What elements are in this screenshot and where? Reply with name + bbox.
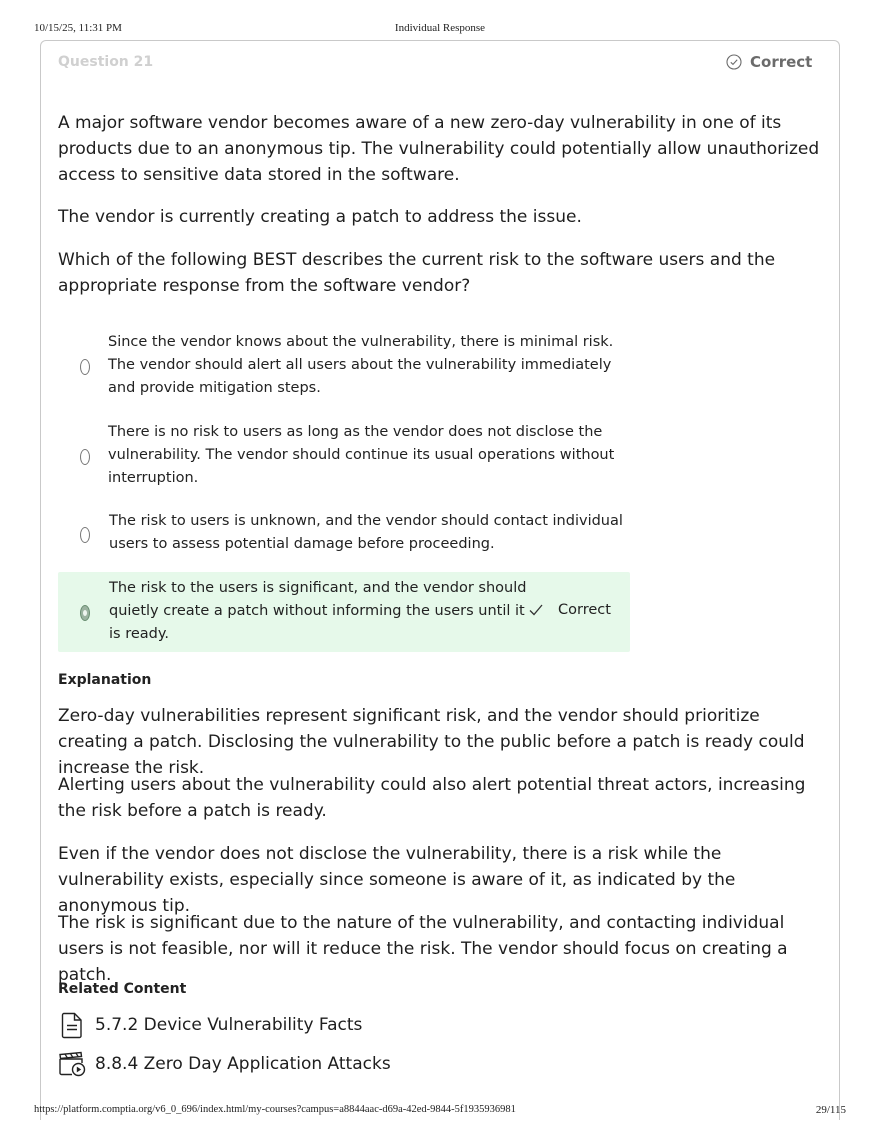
answer-option-text: Since the vendor knows about the vulnerability, there is minimal risk. The vendor should alert all users about the vulnerability immediately and provide mitigation steps. [108,334,614,396]
related-link-label[interactable]: 8.8.4 Zero Day Application Attacks [95,1054,391,1074]
related-content-heading: Related Content [58,981,187,997]
answer-option-selected[interactable] [58,572,630,652]
answer-feedback [528,602,611,618]
status-badge [726,53,812,71]
print-page-number: 29/115 [815,1104,846,1116]
checkmark-icon [528,603,544,617]
question-stem-paragraph: A major software vendor becomes aware of a new zero-day vulnerability in one of its products due to an anonymous tip. The vulnerability could potentially allow unauthorized access to sensitive data stored in the software. [58,113,820,185]
status-label: Correct [750,53,813,71]
answer-option[interactable] [58,509,630,559]
check-circle-icon [726,54,742,70]
explanation-paragraph: Zero-day vulnerabilities represent significant risk, and the vendor should prioritize creating a patch. Disclosing the vulnerability to the public before a patch is ready could increase the risk. [58,706,805,778]
explanation-paragraph: Even if the vendor does not disclose the vulnerability, there is a risk while the vulnerability exists, especially since someone is aware of it, as indicated by the anonymous tip. [58,844,736,916]
document-icon [58,1011,86,1039]
radio-button-selected[interactable] [80,605,90,621]
answer-option-text: The risk to the users is significant, and the vendor should quietly create a patch without informing the users until it is ready. [109,580,527,642]
explanation-heading: Explanation [58,672,152,688]
answer-option-text: The risk to users is unknown, and the vendor should contact individual users to assess potential damage before proceeding. [109,513,623,552]
explanation-paragraph: The risk is significant due to the nature of the vulnerability, and contacting individual users is not feasible, nor will it reduce the risk. The vendor should focus on creating a patch. [58,913,788,985]
related-link-label[interactable]: 5.7.2 Device Vulnerability Facts [95,1015,363,1035]
question-prompt: Which of the following BEST describes the current risk to the software users and the appropriate response from the software vendor? [58,250,776,296]
print-header [0,22,880,36]
print-datetime: 10/15/25, 11:31 PM [34,22,122,34]
question-number: Question 21 [58,54,154,70]
related-link-zero-day-application-attacks[interactable] [58,1050,391,1078]
radio-button[interactable] [80,359,90,375]
print-footer [0,1104,880,1118]
answer-feedback-label: Correct [558,602,611,618]
answer-option[interactable] [58,420,630,492]
related-link-device-vulnerability-facts[interactable] [58,1011,362,1039]
print-url: https://platform.comptia.org/v6_0_696/index.html/my-courses?campus=a8844aac-d69a-42ed-9844-5f1935936981 [34,1104,516,1115]
answer-option[interactable] [58,330,630,402]
question-stem-paragraph: The vendor is currently creating a patch to address the issue. [58,207,582,227]
video-icon [58,1050,86,1078]
print-title: Individual Response [394,22,486,34]
radio-button[interactable] [80,527,90,543]
explanation-paragraph: Alerting users about the vulnerability could also alert potential threat actors, increasing the risk before a patch is ready. [58,775,806,821]
radio-button[interactable] [80,449,90,465]
answer-option-text: There is no risk to users as long as the vendor does not disclose the vulnerability. The vendor should continue its usual operations without interruption. [108,424,615,486]
